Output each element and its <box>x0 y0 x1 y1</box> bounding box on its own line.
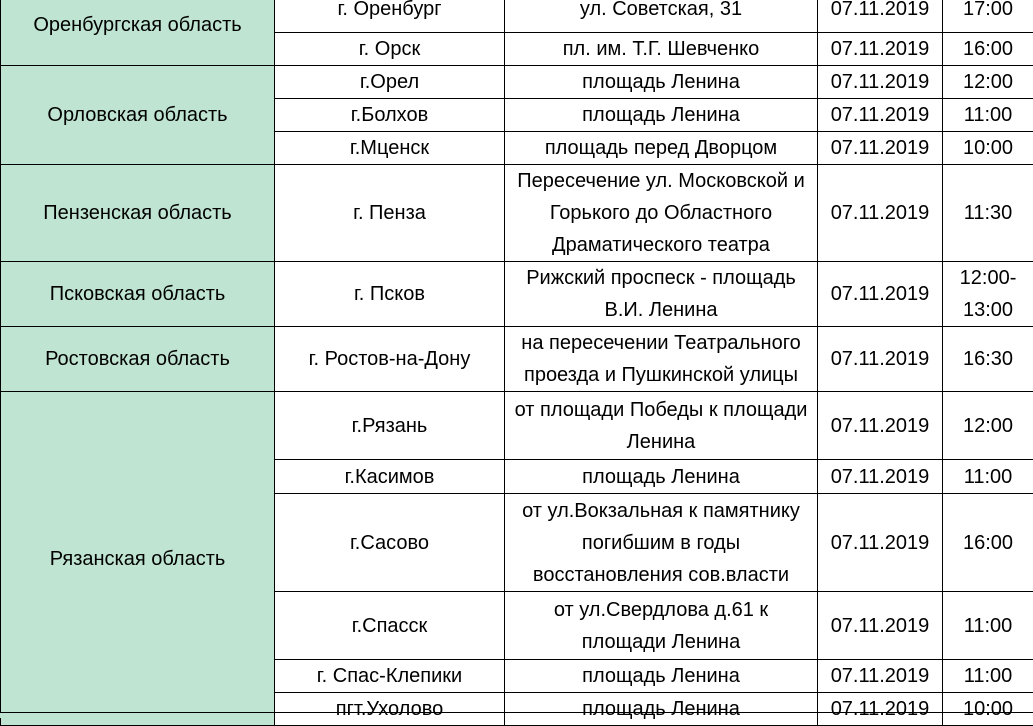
place-cell: пл. им. Т.Г. Шевченко <box>505 33 818 66</box>
city-cell: г. Спас-Клепики <box>275 660 505 693</box>
col-divider <box>942 713 943 718</box>
time-cell: 12:00 <box>943 66 1033 99</box>
next-row-region-fill <box>0 713 274 718</box>
date-cell: 07.11.2019 <box>818 460 943 494</box>
date-cell: 07.11.2019 <box>818 0 943 33</box>
time-cell: 10:00 <box>943 132 1033 165</box>
place-cell: от ул.Вокзальная к памятнику погибшим в годы восстановления сов.власти <box>505 494 818 592</box>
time-cell: 12:00- 13:00 <box>943 262 1033 327</box>
city-cell: г.Касимов <box>275 460 505 494</box>
city-cell: г.Рязань <box>275 392 505 460</box>
date-cell: 07.11.2019 <box>818 165 943 262</box>
place-cell: площадь Ленина <box>505 660 818 693</box>
city-cell: г. Пенза <box>275 165 505 262</box>
col-divider <box>274 713 275 718</box>
region-cell: Орловская область <box>1 66 275 165</box>
time-cell: 16:30 <box>943 327 1033 392</box>
table-row <box>1 327 1033 392</box>
city-cell: г.Сасово <box>275 494 505 592</box>
time-cell: 10:00 <box>943 693 1033 726</box>
time-cell: 11:30 <box>943 165 1033 262</box>
table-row <box>1 262 1033 327</box>
place-cell: площадь Ленина <box>505 460 818 494</box>
city-cell: г.Спасск <box>275 592 505 660</box>
time-cell: 17:00 <box>943 0 1033 33</box>
col-divider <box>504 713 505 718</box>
place-cell: Рижский проспеск - площадь В.И. Ленина <box>505 262 818 327</box>
date-cell: 07.11.2019 <box>818 262 943 327</box>
time-cell: 12:00 <box>943 392 1033 460</box>
time-cell: 11:00 <box>943 592 1033 660</box>
date-cell: 07.11.2019 <box>818 660 943 693</box>
date-cell: 07.11.2019 <box>818 392 943 460</box>
place-cell: площадь перед Дворцом <box>505 132 818 165</box>
place-cell: от ул.Свердлова д.61 к площади Ленина <box>505 592 818 660</box>
date-cell: 07.11.2019 <box>818 327 943 392</box>
city-cell: пгт.Ухолово <box>275 693 505 726</box>
place-cell: площадь Ленина <box>505 99 818 132</box>
time-cell: 11:00 <box>943 99 1033 132</box>
time-cell: 11:00 <box>943 660 1033 693</box>
region-cell: Пензенская область <box>1 165 275 262</box>
table-row <box>1 392 1033 460</box>
region-cell: Оренбургская область <box>1 0 275 66</box>
region-cell: Псковская область <box>1 262 275 327</box>
date-cell: 07.11.2019 <box>818 693 943 726</box>
city-cell: г. Оренбург <box>275 0 505 33</box>
date-cell: 07.11.2019 <box>818 132 943 165</box>
city-cell: г. Орск <box>275 33 505 66</box>
table-row <box>1 0 1033 33</box>
region-cell: Рязанская область <box>1 392 275 726</box>
next-row-edge <box>0 712 1033 718</box>
date-cell: 07.11.2019 <box>818 494 943 592</box>
col-divider <box>817 713 818 718</box>
time-cell: 11:00 <box>943 460 1033 494</box>
place-cell: Пересечение ул. Московской и Горького до Областного Драматического театра <box>505 165 818 262</box>
date-cell: 07.11.2019 <box>818 592 943 660</box>
date-cell: 07.11.2019 <box>818 99 943 132</box>
table-row <box>1 66 1033 99</box>
table-row <box>1 165 1033 262</box>
date-cell: 07.11.2019 <box>818 33 943 66</box>
city-cell: г.Мценск <box>275 132 505 165</box>
city-cell: г. Ростов-на-Дону <box>275 327 505 392</box>
city-cell: г.Орел <box>275 66 505 99</box>
city-cell: г.Болхов <box>275 99 505 132</box>
date-cell: 07.11.2019 <box>818 66 943 99</box>
region-cell: Ростовская область <box>1 327 275 392</box>
time-cell: 16:00 <box>943 33 1033 66</box>
place-cell: площадь Ленина <box>505 693 818 726</box>
place-cell: площадь Ленина <box>505 66 818 99</box>
place-cell: ул. Советская, 31 <box>505 0 818 33</box>
place-cell: на пересечении Театрального проезда и Пушкинской улицы <box>505 327 818 392</box>
events-table-body <box>1 0 1033 726</box>
place-cell: от площади Победы к площади Ленина <box>505 392 818 460</box>
city-cell: г. Псков <box>275 262 505 327</box>
time-cell: 16:00 <box>943 494 1033 592</box>
